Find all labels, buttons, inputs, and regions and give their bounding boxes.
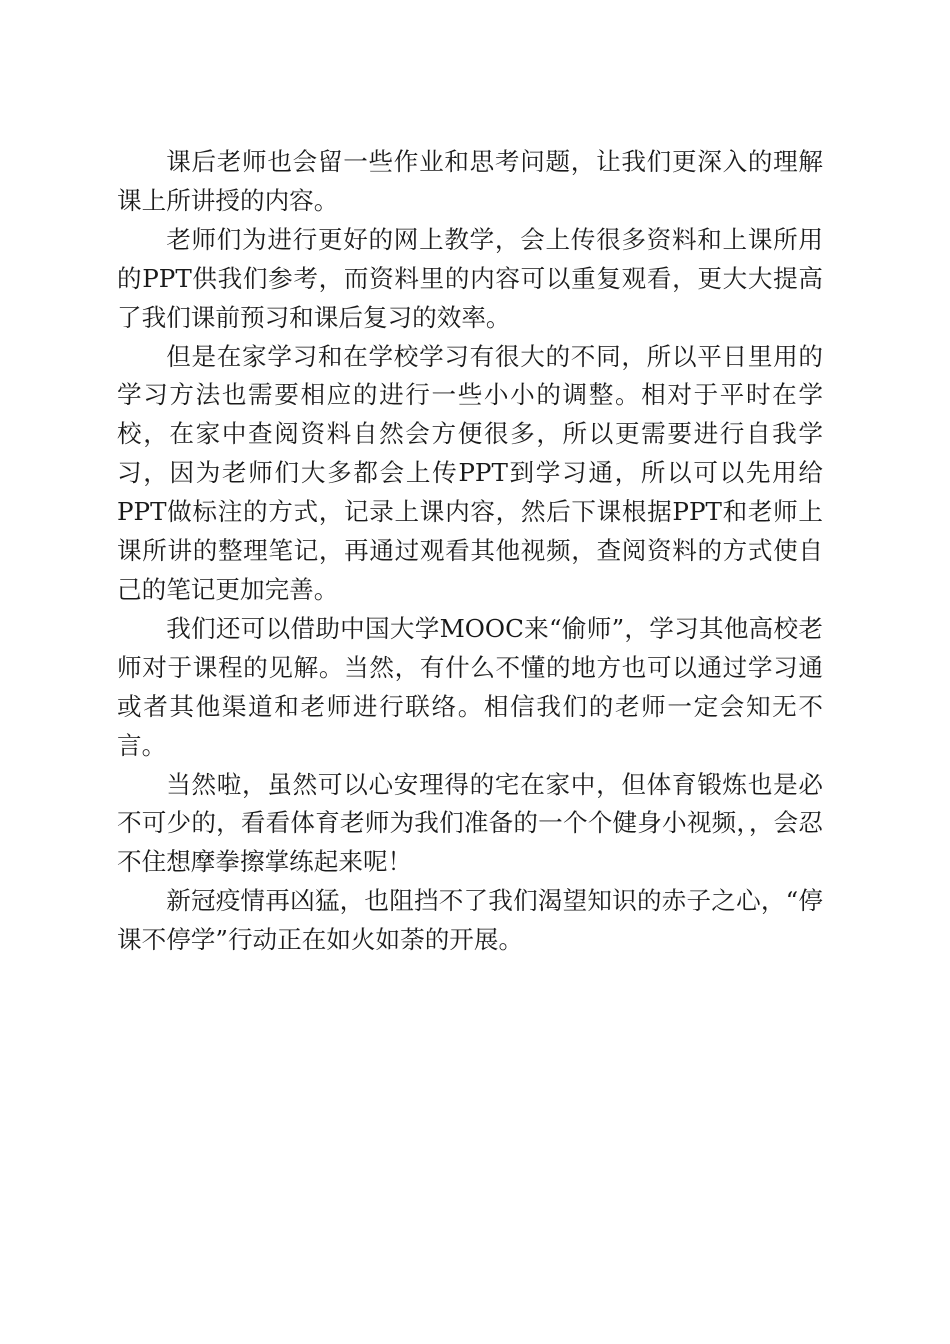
paragraph-homework: 课后老师也会留一些作业和思考问题，让我们更深入的理解课上所讲授的内容。: [117, 147, 823, 215]
paragraph-exercise: 当然啦，虽然可以心安理得的宅在家中，但体育锻炼也是必不可少的，看看体育老师为我们准备的一个个健身小视频，，会忍不住想摩拳擦掌练起来呢！: [117, 769, 823, 877]
paragraph-conclusion: 新冠疫情再凶猛，也阻挡不了我们渴望知识的赤子之心，“停课不停学”行动正在如火如荼的开展。: [117, 886, 823, 955]
paragraph-materials: 老师们为进行更好的网上教学，会上传很多资料和上课所用的PPT供我们参考，而资料里的内容可以重复观看，更大大提高了我们课前预习和课后复习的效率。: [117, 224, 823, 332]
paragraph-study-methods: 但是在家学习和在学校学习有很大的不同，所以平日里用的学习方法也需要相应的进行一些小小的调整。相对于平时在学校，在家中查阅资料自然会方便很多，所以更需要进行自我学习，因为老师们大多都会上传PPT到学习通，所以可以先用给PPT做标注的方式，记录上课内容，然后下课根据PPT和老师上课所讲的整理笔记，再通过观看其他视频，查阅资料的方式使自己的笔记更加完善。: [117, 341, 823, 604]
document-body: [117, 143, 823, 960]
paragraph-mooc: 我们还可以借助中国大学MOOC来“偷师”，学习其他高校老师对于课程的见解。当然，有什么不懂的地方也可以通过学习通或者其他渠道和老师进行联络。相信我们的老师一定会知无不言。: [117, 613, 823, 760]
